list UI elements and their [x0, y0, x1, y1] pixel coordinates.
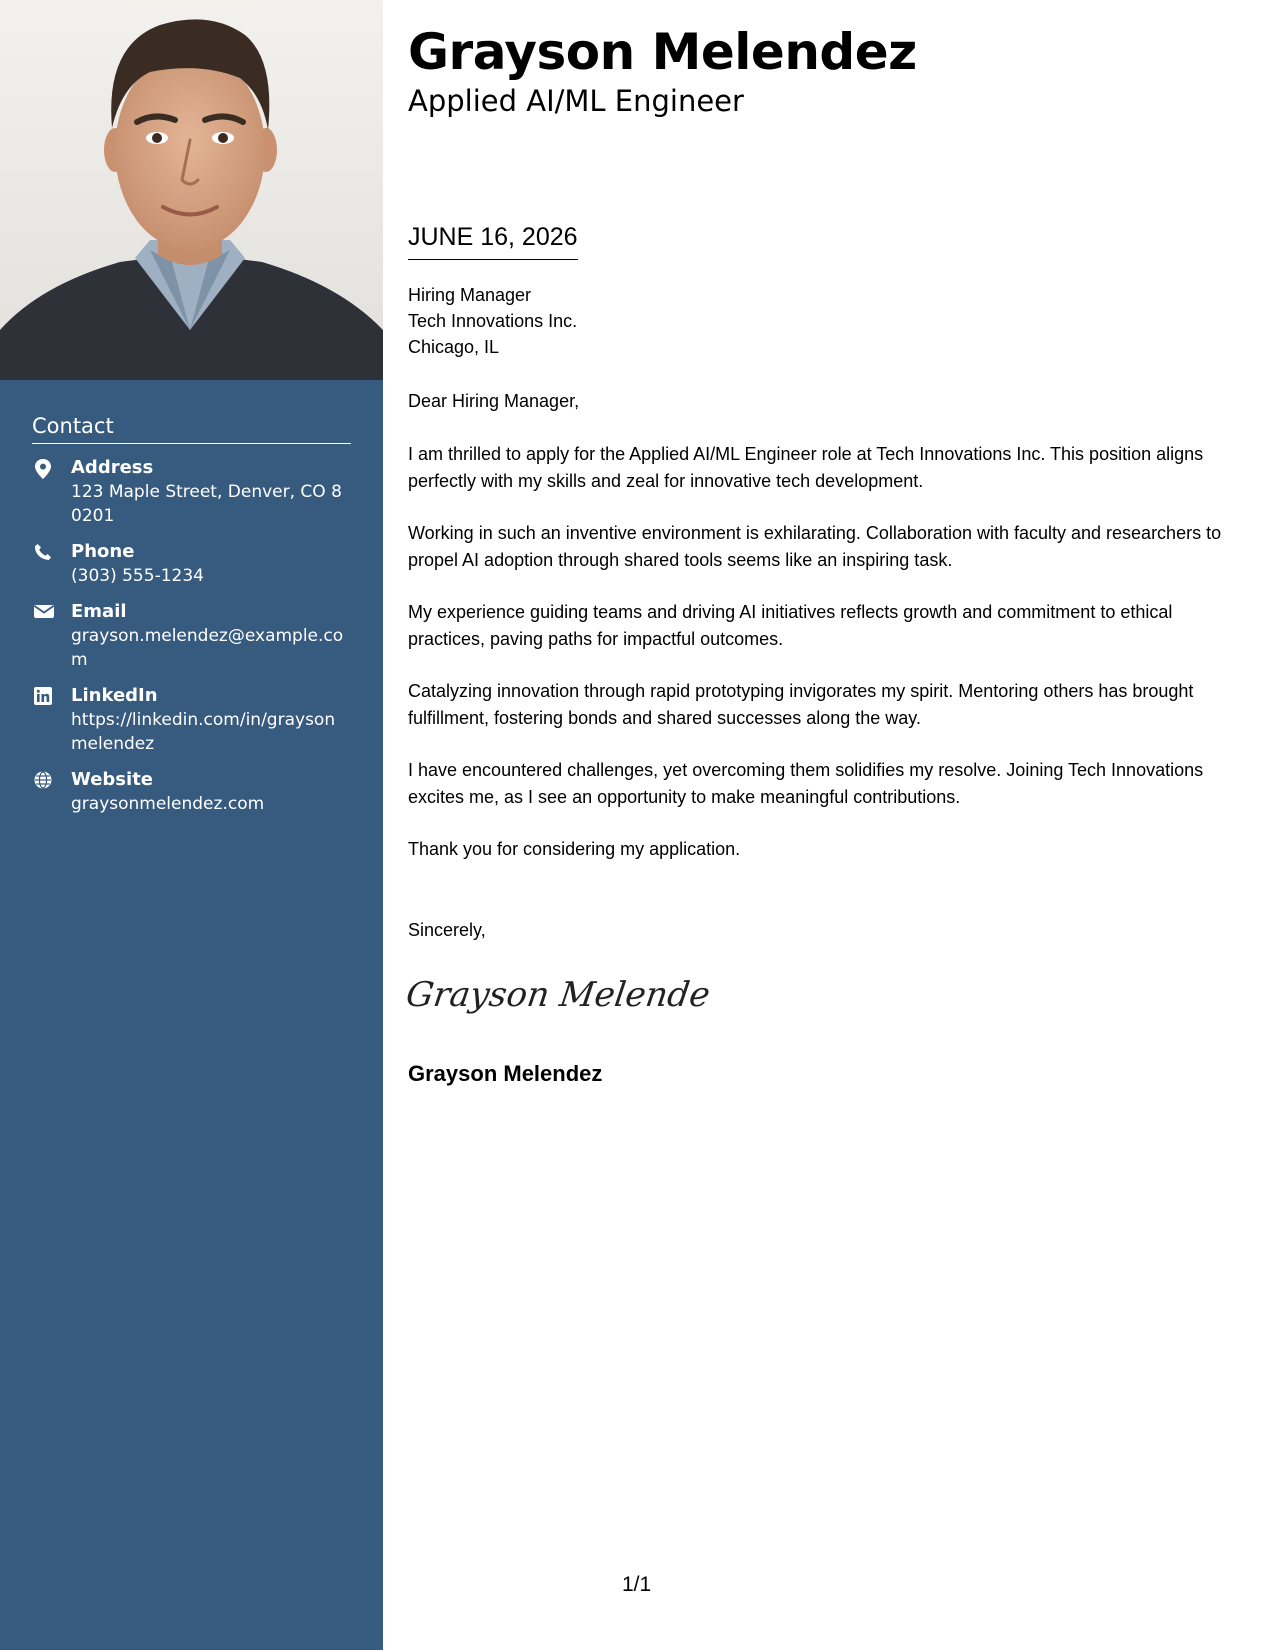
- handwritten-signature: [403, 970, 713, 1025]
- contact-address: [32, 456, 351, 528]
- body-paragraph: Catalyzing innovation through rapid prototyping invigorates my spirit. Mentoring others has brought fulfillment, fostering bonds and shared successes along the way.: [408, 681, 1194, 728]
- contact-value: graysonmelendez.com: [71, 794, 265, 814]
- recipient-block: [408, 282, 577, 360]
- contact-label: LinkedIn: [71, 685, 158, 706]
- contact-value: 123 Maple Street, Denver, CO 80201: [71, 482, 342, 526]
- linkedin-icon: [34, 687, 52, 705]
- body-paragraph: Thank you for considering my application.: [408, 839, 741, 859]
- greeting: Dear Hiring Manager,: [408, 391, 580, 411]
- email-icon: [34, 603, 52, 621]
- signature-text: Grayson Melende: [403, 975, 713, 1015]
- phone-icon: [34, 543, 52, 561]
- signature-name: Grayson Melendez: [408, 1061, 603, 1086]
- recipient-line: Hiring Manager: [408, 285, 532, 305]
- contact-label: Website: [71, 769, 154, 790]
- body-paragraph: My experience guiding teams and driving AI initiatives reflects growth and commitment to ethical practices, paving paths for impactful outcomes.: [408, 602, 1173, 649]
- contact-website: [32, 768, 351, 816]
- contact-section: [32, 412, 351, 828]
- candidate-name: Grayson Melendez: [408, 23, 917, 81]
- contact-heading: Contact: [32, 412, 351, 444]
- profile-photo: [0, 0, 383, 380]
- contact-email: [32, 600, 351, 672]
- candidate-title: Applied AI/ML Engineer: [408, 84, 744, 118]
- body-paragraph: Working in such an inventive environment is exhilarating. Collaboration with faculty and researchers to propel AI adoption through shared tools seems like an inspiring task.: [408, 523, 1222, 570]
- contact-value: (303) 555-1234: [71, 566, 204, 586]
- globe-icon: [34, 771, 52, 789]
- contact-phone: [32, 540, 351, 588]
- contact-value: grayson.melendez@example.com: [71, 626, 344, 670]
- letter-date: JUNE 16, 2026: [408, 221, 578, 260]
- contact-label: Address: [71, 457, 154, 478]
- contact-value: https://linkedin.com/in/graysonmelendez: [71, 710, 336, 754]
- letter-body: [408, 441, 1253, 889]
- contact-linkedin: [32, 684, 351, 756]
- page-number: 1/1: [622, 1573, 652, 1596]
- recipient-line: Tech Innovations Inc.: [408, 311, 578, 331]
- closing: Sincerely,: [408, 920, 486, 940]
- sidebar: [0, 0, 383, 1650]
- contact-label: Phone: [71, 541, 135, 562]
- body-paragraph: I am thrilled to apply for the Applied AI/ML Engineer role at Tech Innovations Inc. This position aligns perfectly with my skills and zeal for innovative tech development.: [408, 444, 1204, 491]
- location-pin-icon: [34, 459, 52, 477]
- contact-label: Email: [71, 601, 127, 622]
- body-paragraph: I have encountered challenges, yet overcoming them solidifies my resolve. Joining Tech Innovations excites me, as I see an opportunity to make meaningful contributions.: [408, 760, 1204, 807]
- recipient-line: Chicago, IL: [408, 337, 500, 357]
